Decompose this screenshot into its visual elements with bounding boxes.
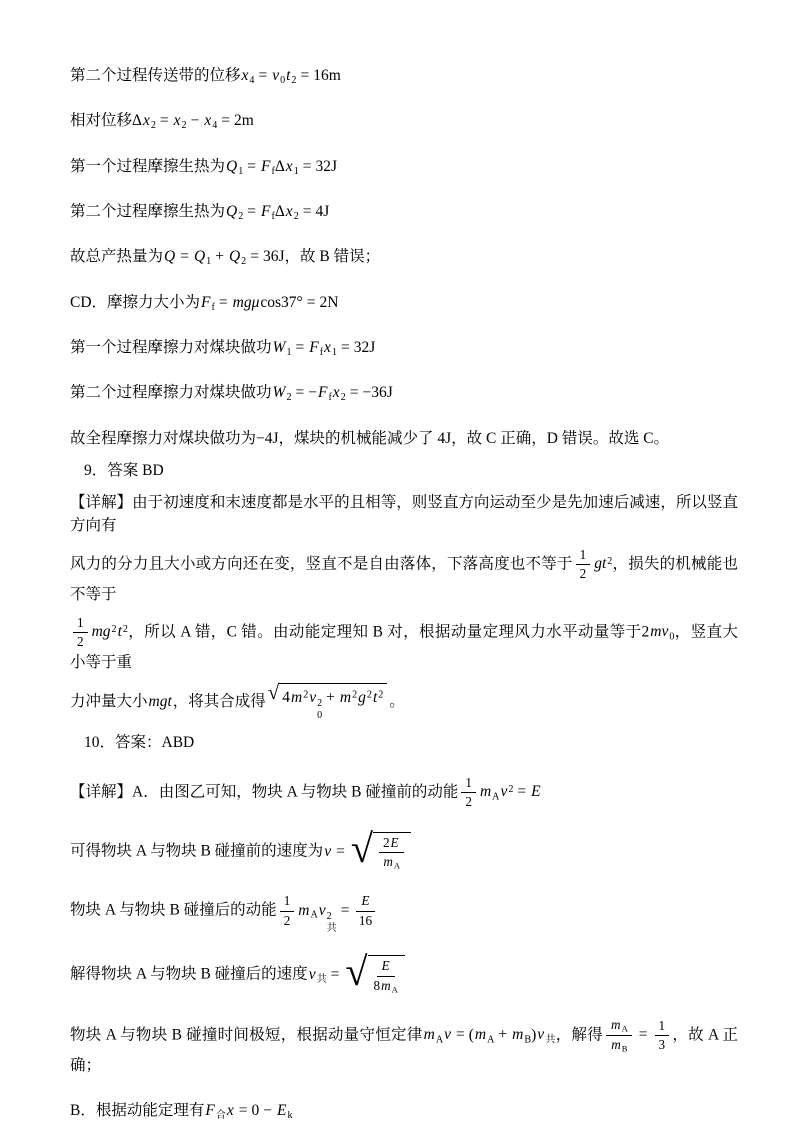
math-variable: x [204,112,212,130]
superscript: 2 [303,689,309,701]
fraction-denominator [284,912,291,929]
fraction-denominator [659,1036,666,1053]
superscript: 2 [366,689,372,701]
math-variable: m [474,1026,487,1044]
math-variable: v [308,966,316,983]
text-run: 。 [389,692,405,710]
math-variable: F [309,338,319,356]
subscript: A [310,909,318,921]
subscript: A [492,791,500,803]
subscript: k [287,1109,293,1121]
superscript: 2 [352,689,358,701]
math-variable: mgμ [232,293,260,311]
math-operator: = [340,901,350,919]
subscript: 1 [293,165,299,177]
text-run: 36J [262,248,285,266]
text-run: 9．答案 BD [84,461,164,479]
math-variable: m [381,977,391,993]
superscript: 2 [508,783,514,795]
math-variable: E [531,783,541,801]
math-sqrt [350,825,411,872]
subscript: 共 [545,1034,556,1046]
subscript: f [319,347,324,359]
paragraph [70,291,738,315]
math-fraction [655,1018,670,1054]
paragraph [70,1017,738,1078]
math-variable: gt [594,555,607,573]
math-fraction [356,893,374,929]
radicand [373,832,411,872]
text-run: 4J [315,202,330,220]
math-variable: v [324,842,332,860]
text-run: ，故 B 错误； [284,248,381,266]
math-operator: = [330,966,340,983]
text-run: ，所以 A 错，C 错。由动能定理知 B 对，根据动量定理风力水平动量等于 [127,623,642,641]
math-variable: v [272,67,280,84]
text-run: 3 [658,1037,666,1053]
document-body [70,64,738,1123]
math-operator: = [340,338,350,356]
math-operator: = [238,1101,248,1119]
math-variable: g [358,688,366,706]
text-run: 解得物块 A 与物块 B 碰撞后的速度 [70,966,308,983]
text-run: ) [531,1026,537,1044]
subscript: B [621,1043,628,1054]
text-run: Δ [274,157,285,175]
math-variable: t [117,623,122,641]
math-operator: − [263,1101,273,1119]
math-sqrt [345,949,404,995]
text-run: ，损失的机械能也不等于 [70,555,738,603]
subscript: 0 [669,631,675,643]
fraction-denominator [359,912,372,929]
text-run: 4 [282,688,291,706]
math-variable: v [444,1026,451,1044]
subscript: 合 [215,1109,226,1121]
math-variable: F [261,202,271,220]
math-operator: = [258,67,268,84]
fraction-numerator [73,615,88,633]
math-variable: W [272,338,286,356]
superscript: 2 [111,623,117,635]
math-operator: = [306,293,316,311]
text-run: 1 [579,546,587,562]
math-variable: F [201,293,211,311]
math-variable: F [261,157,271,175]
math-variable: W [272,384,286,402]
fraction-numerator [461,775,476,793]
math-operator: + [215,248,224,266]
text-run: 2 [382,834,390,850]
text-run: − [308,384,317,402]
math-operator: = [455,1026,465,1044]
text-run: 物块 A 与物块 B 碰撞时间极短，根据动量守恒定律 [70,1026,423,1044]
text-run: cos37° [260,293,303,311]
subscript: A [621,1023,628,1034]
fraction-numerator [576,547,591,565]
math-variable: mv [650,623,669,641]
text-run: 风力的分力且大小或方向还在变，竖直不是自由落体，下落高度也不等于 [70,555,573,573]
subscript: A [393,860,401,871]
text-run: 物块 A 与物块 B 碰撞后的动能 [70,901,277,919]
math-operator: = [638,1026,648,1044]
math-variable: t [372,688,378,706]
math-fraction [73,615,88,651]
math-variable: x [285,157,293,175]
subscript: 1 [206,256,212,268]
math-variable: Q [193,248,206,266]
radicand [279,683,387,722]
paragraph [70,679,738,722]
math-variable: F [205,1101,215,1119]
math-fraction [379,835,404,872]
fraction-denominator [610,1036,627,1054]
text-run: B．根据动能定理有 [70,1101,205,1119]
math-variable: Q [226,202,238,220]
math-operator: = [218,293,228,311]
math-variable: m [611,1016,621,1032]
math-operator: = [302,157,312,175]
paragraph [70,731,738,754]
text-run: 8 [373,977,381,993]
text-run: 第二个过程传送带的位移 [70,67,241,84]
math-operator: = [517,783,527,801]
subscript: 2 [150,120,156,132]
subscript: 1 [331,347,337,359]
math-fraction [280,893,295,929]
radical-sign-icon: √ [345,949,368,995]
text-run: 第二个过程摩擦力对煤块做功 [70,384,272,402]
fraction-denominator [580,565,587,582]
text-run: 32J [353,338,376,356]
subscript: 2 [293,211,299,223]
paragraph [70,949,738,995]
math-operator: = [336,842,345,860]
math-operator: + [326,688,335,706]
text-run: 故全程摩擦力对煤块做功为−4J，煤块的机械能减少了 4J，故 C 正确，D 错误。故选 C。 [70,429,670,447]
paragraph [70,775,738,811]
subscript: f [211,301,215,313]
math-operator: = [300,67,310,84]
math-variable: m [611,1037,621,1053]
text-run: 2 [579,566,587,582]
math-sqrt [267,679,388,722]
text-run: ，解得 [555,1026,604,1044]
text-run: 32J [315,157,338,175]
radical-sign-icon: √ [267,679,280,704]
subscript: 2 [181,120,187,132]
math-variable: m [423,1026,435,1044]
superscript: 2 [378,689,384,701]
math-variable: x [324,338,331,356]
subscript: 1 [238,165,244,177]
superscript: 2 [317,698,323,710]
math-operator: = [250,248,259,266]
math-variable: E [390,834,399,850]
text-run: 1 [283,893,291,909]
fraction-numerator [280,893,295,911]
superscript: 2 [607,555,613,567]
math-operator: − [190,112,200,130]
fraction-numerator [356,893,374,911]
subscript: B [524,1034,532,1046]
paragraph [70,64,738,88]
fraction-numerator [655,1018,670,1036]
text-run: 0 [251,1101,260,1119]
fraction-denominator [374,977,398,995]
subscript: 0 [280,75,286,87]
radical-sign-icon: √ [350,825,373,871]
subscript: A [391,984,398,995]
math-operator: = [302,202,312,220]
text-run: 【详解】由于初速度和末速度都是水平的且相等，则竖直方向运动至少是先加速后减速，所以竖直方向有 [70,494,738,535]
paragraph [70,1099,738,1123]
math-operator: = [247,157,256,175]
text-run: 2 [77,634,84,650]
math-variable: mg [91,623,111,641]
paragraph [70,109,738,133]
subscript: 0 [317,710,323,722]
math-operator: = [349,384,359,402]
text-run: 2 [465,794,472,810]
math-variable: v [318,901,326,919]
subscript: f [271,165,275,177]
paragraph [70,547,738,606]
paragraph [70,245,738,269]
math-variable: v [309,688,317,706]
paragraph [70,893,738,934]
subscript: 2 [241,256,247,268]
math-fraction [461,775,476,811]
text-run: Δ [132,112,142,130]
subscript: 2 [340,392,346,404]
text-run: 16 [358,912,373,928]
math-operator: = [180,248,189,266]
math-variable: mgt [148,692,172,710]
text-run: CD．摩擦力大小为 [70,293,201,311]
math-operator: = [295,384,305,402]
math-variable: v [537,1026,545,1044]
math-variable: m [298,901,310,919]
subscript: 共 [326,922,337,934]
math-variable: E [277,1101,287,1119]
math-variable: x [173,112,181,130]
math-variable: E [381,958,390,974]
math-variable: F [317,384,328,402]
paragraph [70,427,738,450]
math-operator: = [221,112,230,130]
text-run: 第二个过程摩擦生热为 [70,202,226,220]
subscript: 2 [291,75,297,87]
text-run: 1 [77,614,84,630]
fraction-numerator [377,958,395,976]
math-fraction [374,958,398,995]
paragraph [70,491,738,538]
text-run: 力冲量大小 [70,692,148,710]
paragraph [70,200,738,224]
text-run: 2 [641,623,650,641]
math-variable: x [285,202,293,220]
paragraph [70,459,738,482]
subscript: 1 [286,347,292,359]
text-run: 故总产热量为 [70,248,164,266]
subscript: 2 [286,392,292,404]
fraction-numerator [379,835,404,853]
radicand [368,955,405,995]
math-operator: = [295,338,305,356]
text-run: 1 [465,774,472,790]
text-run: 【详解】A．由图乙可知，物块 A 与物块 B 碰撞前的动能 [70,783,459,801]
text-run: 第一个过程摩擦力对煤块做功 [70,338,272,356]
text-run: 可得物块 A 与物块 B 碰撞前的速度为 [70,842,324,860]
math-variable: v [500,783,508,801]
paragraph [70,825,738,872]
text-run: 相对位移 [70,112,133,130]
text-run: 2m [234,112,254,130]
math-variable: Q [226,157,238,175]
text-run: 16m [313,67,341,84]
math-variable: t [286,67,291,84]
subscript: A [435,1034,444,1046]
fraction-numerator [606,1017,632,1036]
math-operator: = [159,112,169,130]
math-variable: x [142,112,150,130]
text-run: 第一个过程摩擦生热为 [70,157,226,175]
math-variable: m [512,1026,524,1044]
subscript: 2 [238,211,244,223]
math-fraction [606,1017,632,1055]
math-variable: x [241,67,249,84]
paragraph [70,615,738,674]
text-run: 2 [283,912,291,928]
text-run: 1 [658,1017,666,1033]
paragraph [70,336,738,360]
math-variable: m [339,688,352,706]
math-operator: + [498,1026,508,1044]
math-variable: m [291,688,303,706]
subscript: f [271,211,275,223]
fraction-denominator [77,633,84,650]
paragraph [70,381,738,405]
subscript: 4 [249,75,255,87]
text-run: Δ [274,202,285,220]
subscript: 共 [316,974,327,986]
math-fraction [576,547,591,583]
superscript: 2 [326,911,332,923]
text-run: ，将其合成得 [172,692,266,710]
math-subsup [327,911,337,934]
text-run: −36J [362,384,393,402]
math-variable: x [332,384,340,402]
math-operator: = [247,202,256,220]
math-variable: Q [164,248,176,266]
subscript: 4 [212,120,218,132]
text-run: ，竖直大小等于重 [70,623,738,671]
text-run: 2N [319,293,339,311]
text-run: ，故 A 正确； [70,1026,739,1075]
subscript: f [328,392,332,404]
math-variable: Q [228,248,241,266]
math-variable: m [383,854,393,870]
superscript: 2 [122,623,128,635]
text-run: 10．答案：ABD [84,733,195,751]
fraction-denominator [465,793,472,810]
fraction-denominator [382,853,400,871]
math-variable: x [226,1101,234,1119]
paragraph [70,155,738,179]
math-variable: m [479,783,492,801]
subscript: A [487,1034,495,1046]
text-run: ( [468,1026,474,1044]
math-variable: E [361,893,370,909]
